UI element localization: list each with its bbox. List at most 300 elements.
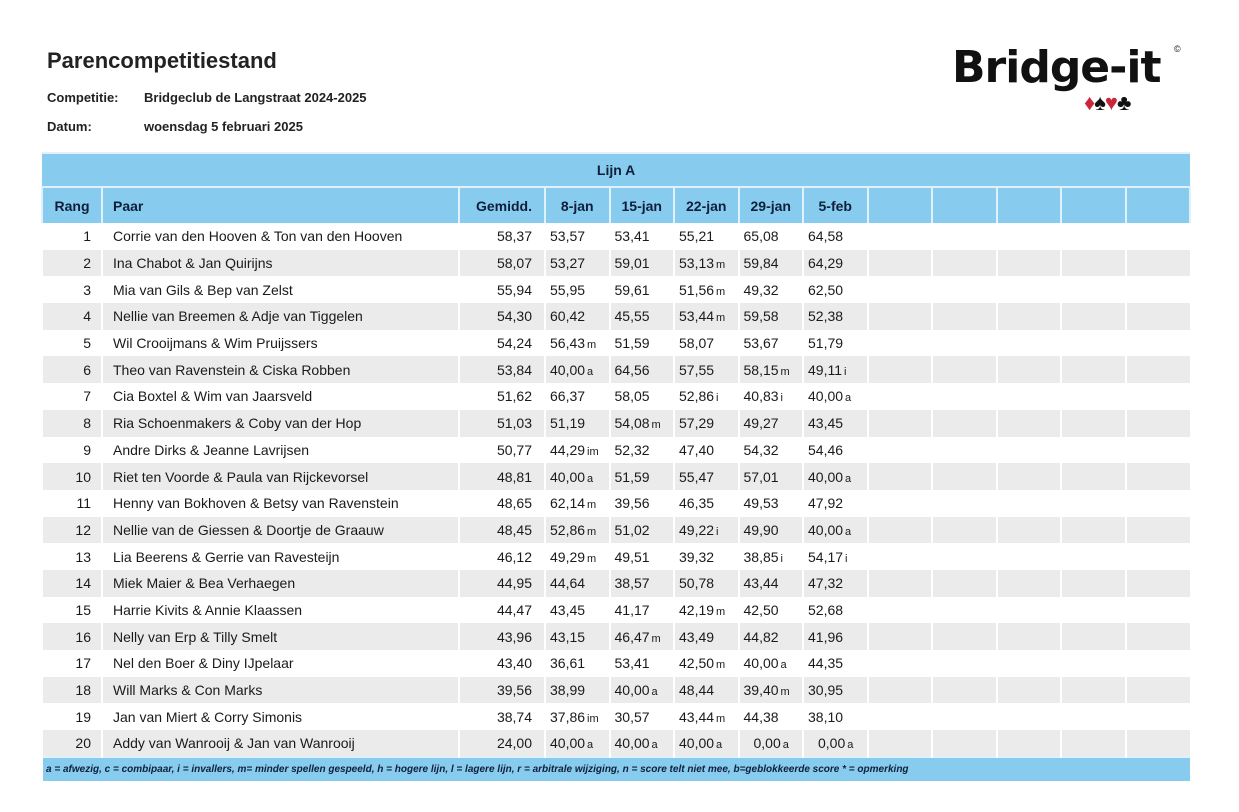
score-flag: m [716, 712, 726, 725]
score-flag: i [844, 365, 847, 378]
score-cell [739, 437, 804, 464]
score-cell [610, 330, 675, 357]
empty-score-cell [1061, 623, 1126, 650]
score-cell [674, 677, 739, 704]
score-value: 57,55 [679, 361, 715, 378]
empty-score-cell [932, 303, 997, 330]
score-cell [803, 570, 868, 597]
score-flag: a [780, 659, 787, 672]
score-value: 0,00 [753, 734, 781, 751]
score-value: 64,29 [808, 255, 844, 272]
score-cell [545, 517, 610, 544]
table-row [42, 623, 1190, 650]
score-cell [739, 463, 804, 490]
score-flag: a [587, 738, 594, 751]
score-value: 38,57 [614, 575, 650, 592]
date-value: woensdag 5 februari 2025 [144, 119, 303, 134]
score-flag: a [845, 392, 852, 405]
average-cell: 43,40 [459, 650, 545, 677]
score-value: 39,32 [679, 548, 715, 565]
pair-name-cell: Jan van Miert & Corry Simonis [102, 703, 459, 730]
score-value: 49,29 [550, 548, 586, 565]
pair-name-cell: Miek Maier & Bea Verhaegen [102, 570, 459, 597]
score-value: 53,44 [679, 308, 715, 325]
score-cell [739, 543, 804, 570]
bridge-it-logo [952, 42, 1192, 122]
score-cell [803, 276, 868, 303]
score-value: 40,00 [550, 468, 586, 485]
score-cell [545, 650, 610, 677]
empty-score-cell [932, 356, 997, 383]
rank-cell: 3 [42, 276, 102, 303]
empty-score-cell [868, 730, 933, 757]
score-cell [739, 410, 804, 437]
score-cell [803, 223, 868, 250]
score-cell [739, 250, 804, 277]
empty-score-cell [997, 410, 1062, 437]
score-cell [610, 703, 675, 730]
score-cell [803, 356, 868, 383]
score-cell [739, 276, 804, 303]
empty-score-cell [997, 223, 1062, 250]
score-value: 58,05 [614, 388, 650, 405]
score-cell [803, 303, 868, 330]
score-value: 52,86 [679, 388, 715, 405]
empty-score-cell [932, 650, 997, 677]
score-value: 38,99 [550, 682, 586, 699]
score-value: 43,45 [550, 601, 586, 618]
score-cell [545, 410, 610, 437]
empty-score-cell [1061, 250, 1126, 277]
score-value: 41,17 [614, 601, 650, 618]
legend-row [42, 757, 1190, 781]
score-value: 53,41 [614, 228, 650, 245]
score-flag: i [845, 552, 848, 565]
empty-score-cell [997, 703, 1062, 730]
score-value: 49,51 [614, 548, 650, 565]
score-cell [739, 730, 804, 757]
score-cell [739, 570, 804, 597]
pair-name-cell: Addy van Wanrooij & Jan van Wanrooij [102, 730, 459, 757]
score-cell [674, 356, 739, 383]
score-flag: a [651, 686, 658, 699]
empty-score-cell [932, 677, 997, 704]
score-flag: m [780, 686, 790, 699]
score-cell [610, 383, 675, 410]
score-cell [545, 490, 610, 517]
score-value: 49,27 [743, 415, 779, 432]
average-cell: 55,94 [459, 276, 545, 303]
score-value: 57,29 [679, 415, 715, 432]
table-row [42, 410, 1190, 437]
empty-score-cell [997, 463, 1062, 490]
rank-cell: 9 [42, 437, 102, 464]
score-cell [803, 677, 868, 704]
empty-score-cell [1061, 650, 1126, 677]
pair-name-cell: Cia Boxtel & Wim van Jaarsveld [102, 383, 459, 410]
score-value: 58,15 [743, 361, 779, 378]
score-flag: a [587, 365, 594, 378]
score-cell [545, 250, 610, 277]
rank-cell: 4 [42, 303, 102, 330]
score-value: 51,19 [550, 415, 586, 432]
score-cell [803, 410, 868, 437]
table-row [42, 490, 1190, 517]
score-cell [803, 383, 868, 410]
score-cell [674, 623, 739, 650]
score-value: 0,00 [818, 734, 846, 751]
empty-score-cell [1061, 383, 1126, 410]
empty-score-cell [868, 570, 933, 597]
score-cell [803, 330, 868, 357]
pair-name-cell: Nellie van de Giessen & Doortje de Graauw [102, 517, 459, 544]
page-title: Parencompetitiestand [47, 48, 277, 73]
score-cell [545, 223, 610, 250]
empty-score-cell [932, 383, 997, 410]
pair-name-cell: Riet ten Voorde & Paula van Rijckevorsel [102, 463, 459, 490]
score-value: 40,00 [550, 361, 586, 378]
empty-score-cell [1126, 223, 1191, 250]
header-date-empty [868, 187, 933, 223]
score-cell [545, 276, 610, 303]
score-cell [674, 703, 739, 730]
score-value: 52,38 [808, 308, 844, 325]
pair-name-cell: Will Marks & Con Marks [102, 677, 459, 704]
score-value: 44,35 [808, 655, 844, 672]
diamond-icon: ♦ [1084, 90, 1095, 115]
score-flag: a [782, 738, 789, 751]
pair-name-cell: Nel den Boer & Diny IJpelaar [102, 650, 459, 677]
rank-cell: 13 [42, 543, 102, 570]
empty-score-cell [868, 330, 933, 357]
group-title: Lijn A [42, 153, 1190, 187]
pair-name-cell: Harrie Kivits & Annie Klaassen [102, 597, 459, 624]
empty-score-cell [1126, 410, 1191, 437]
date-row [47, 119, 303, 134]
rank-cell: 17 [42, 650, 102, 677]
score-cell [610, 543, 675, 570]
rank-cell: 2 [42, 250, 102, 277]
table-row [42, 437, 1190, 464]
empty-score-cell [997, 597, 1062, 624]
empty-score-cell [1061, 543, 1126, 570]
score-cell [739, 303, 804, 330]
score-value: 62,14 [550, 495, 586, 512]
score-cell [610, 623, 675, 650]
pair-name-cell: Henny van Bokhoven & Betsy van Ravenstein [102, 490, 459, 517]
average-cell: 48,81 [459, 463, 545, 490]
table-row [42, 223, 1190, 250]
score-flag: m [716, 312, 726, 325]
score-cell [803, 517, 868, 544]
empty-score-cell [997, 250, 1062, 277]
rank-cell: 20 [42, 730, 102, 757]
score-value: 44,82 [743, 628, 779, 645]
score-value: 40,00 [808, 521, 844, 538]
score-value: 43,45 [808, 415, 844, 432]
card-suits [1084, 90, 1130, 116]
empty-score-cell [1126, 437, 1191, 464]
score-value: 57,01 [743, 468, 779, 485]
rank-cell: 15 [42, 597, 102, 624]
empty-score-cell [997, 543, 1062, 570]
empty-score-cell [932, 570, 997, 597]
rank-cell: 7 [42, 383, 102, 410]
score-cell [610, 490, 675, 517]
table-row [42, 730, 1190, 757]
score-cell [545, 356, 610, 383]
score-value: 64,56 [614, 361, 650, 378]
score-value: 40,00 [614, 682, 650, 699]
score-cell [674, 410, 739, 437]
score-value: 53,27 [550, 255, 586, 272]
score-cell [610, 410, 675, 437]
score-cell [674, 303, 739, 330]
column-header-row [42, 187, 1190, 223]
score-cell [674, 730, 739, 757]
score-flag: m [716, 285, 726, 298]
empty-score-cell [1126, 570, 1191, 597]
score-cell [674, 330, 739, 357]
empty-score-cell [868, 223, 933, 250]
score-value: 40,00 [679, 734, 715, 751]
empty-score-cell [997, 330, 1062, 357]
score-value: 54,46 [808, 441, 844, 458]
table-row [42, 543, 1190, 570]
score-value: 51,02 [614, 521, 650, 538]
score-value: 40,83 [743, 388, 779, 405]
empty-score-cell [1126, 490, 1191, 517]
score-cell [545, 463, 610, 490]
score-value: 47,40 [679, 441, 715, 458]
table-row [42, 570, 1190, 597]
score-value: 43,15 [550, 628, 586, 645]
score-cell [545, 677, 610, 704]
empty-score-cell [997, 490, 1062, 517]
score-value: 54,17 [808, 548, 844, 565]
empty-score-cell [932, 276, 997, 303]
empty-score-cell [1061, 437, 1126, 464]
score-value: 51,56 [679, 281, 715, 298]
empty-score-cell [932, 250, 997, 277]
empty-score-cell [1126, 597, 1191, 624]
score-flag: im [587, 712, 599, 725]
score-flag: m [651, 419, 661, 432]
score-cell [674, 570, 739, 597]
score-cell [674, 517, 739, 544]
empty-score-cell [997, 437, 1062, 464]
score-value: 40,00 [808, 468, 844, 485]
average-cell: 51,03 [459, 410, 545, 437]
empty-score-cell [997, 356, 1062, 383]
score-cell [674, 276, 739, 303]
score-cell [803, 543, 868, 570]
empty-score-cell [1126, 250, 1191, 277]
average-cell: 48,45 [459, 517, 545, 544]
score-value: 50,78 [679, 575, 715, 592]
score-value: 49,53 [743, 495, 779, 512]
score-value: 46,35 [679, 495, 715, 512]
score-cell [739, 223, 804, 250]
score-cell [674, 543, 739, 570]
empty-score-cell [932, 223, 997, 250]
score-value: 55,95 [550, 281, 586, 298]
table-row [42, 677, 1190, 704]
score-cell [545, 383, 610, 410]
empty-score-cell [868, 410, 933, 437]
score-value: 44,64 [550, 575, 586, 592]
spade-icon: ♠ [1094, 90, 1105, 115]
score-cell [610, 677, 675, 704]
header-rang: Rang [42, 187, 102, 223]
competition-value: Bridgeclub de Langstraat 2024-2025 [144, 90, 367, 105]
score-flag: a [845, 525, 852, 538]
score-cell [610, 437, 675, 464]
empty-score-cell [868, 276, 933, 303]
score-cell [739, 356, 804, 383]
score-value: 47,32 [808, 575, 844, 592]
heart-icon: ♥ [1104, 90, 1117, 115]
score-value: 66,37 [550, 388, 586, 405]
score-cell [674, 463, 739, 490]
average-cell: 46,12 [459, 543, 545, 570]
empty-score-cell [932, 517, 997, 544]
score-cell [739, 330, 804, 357]
rank-cell: 16 [42, 623, 102, 650]
score-cell [803, 730, 868, 757]
score-value: 59,58 [743, 308, 779, 325]
average-cell: 58,37 [459, 223, 545, 250]
score-cell [545, 437, 610, 464]
header-date: 15-jan [610, 187, 675, 223]
table-row [42, 463, 1190, 490]
empty-score-cell [932, 623, 997, 650]
score-value: 54,32 [743, 441, 779, 458]
empty-score-cell [868, 356, 933, 383]
pair-name-cell: Nellie van Breemen & Adje van Tiggelen [102, 303, 459, 330]
average-cell: 50,77 [459, 437, 545, 464]
club-icon: ♣ [1116, 90, 1131, 115]
rank-cell: 10 [42, 463, 102, 490]
score-value: 59,61 [614, 281, 650, 298]
score-cell [545, 330, 610, 357]
score-flag: m [651, 632, 661, 645]
score-value: 54,08 [614, 415, 650, 432]
header-date: 29-jan [739, 187, 804, 223]
score-flag: a [845, 472, 852, 485]
empty-score-cell [1061, 490, 1126, 517]
table-row [42, 597, 1190, 624]
score-flag: i [716, 392, 719, 405]
score-value: 44,38 [743, 708, 779, 725]
score-value: 30,95 [808, 682, 844, 699]
rank-cell: 6 [42, 356, 102, 383]
score-value: 48,44 [679, 682, 715, 699]
score-value: 52,86 [550, 521, 586, 538]
score-cell [739, 703, 804, 730]
average-cell: 54,30 [459, 303, 545, 330]
score-cell [739, 383, 804, 410]
score-value: 41,96 [808, 628, 844, 645]
average-cell: 43,96 [459, 623, 545, 650]
empty-score-cell [1061, 276, 1126, 303]
score-cell [610, 597, 675, 624]
empty-score-cell [868, 623, 933, 650]
score-cell [803, 437, 868, 464]
rank-cell: 1 [42, 223, 102, 250]
score-value: 49,32 [743, 281, 779, 298]
score-value: 39,56 [614, 495, 650, 512]
score-cell [739, 517, 804, 544]
score-cell [545, 570, 610, 597]
empty-score-cell [997, 677, 1062, 704]
empty-score-cell [1126, 650, 1191, 677]
empty-score-cell [932, 437, 997, 464]
score-flag: i [780, 392, 783, 405]
empty-score-cell [868, 437, 933, 464]
score-value: 38,10 [808, 708, 844, 725]
empty-score-cell [997, 730, 1062, 757]
score-value: 47,92 [808, 495, 844, 512]
score-value: 58,07 [679, 335, 715, 352]
score-value: 43,44 [743, 575, 779, 592]
score-cell [739, 623, 804, 650]
score-value: 65,08 [743, 228, 779, 245]
average-cell: 39,56 [459, 677, 545, 704]
score-cell [545, 703, 610, 730]
score-cell [545, 543, 610, 570]
score-cell [674, 383, 739, 410]
score-value: 36,61 [550, 655, 586, 672]
score-flag: m [587, 552, 597, 565]
score-value: 42,19 [679, 601, 715, 618]
score-cell [610, 303, 675, 330]
empty-score-cell [1126, 463, 1191, 490]
rank-cell: 14 [42, 570, 102, 597]
empty-score-cell [932, 490, 997, 517]
date-label: Datum: [47, 119, 92, 134]
score-value: 40,00 [550, 734, 586, 751]
score-value: 43,44 [679, 708, 715, 725]
empty-score-cell [868, 303, 933, 330]
header-paar: Paar [102, 187, 459, 223]
header-date-empty [997, 187, 1062, 223]
score-cell [674, 437, 739, 464]
score-value: 59,01 [614, 255, 650, 272]
empty-score-cell [1126, 383, 1191, 410]
table-row [42, 383, 1190, 410]
average-cell: 38,74 [459, 703, 545, 730]
score-value: 43,49 [679, 628, 715, 645]
pair-name-cell: Ria Schoenmakers & Coby van der Hop [102, 410, 459, 437]
average-cell: 44,95 [459, 570, 545, 597]
score-value: 40,00 [743, 655, 779, 672]
score-value: 46,47 [614, 628, 650, 645]
table-row [42, 330, 1190, 357]
score-value: 40,00 [808, 388, 844, 405]
score-cell [545, 303, 610, 330]
empty-score-cell [932, 597, 997, 624]
copyright-icon: © [1174, 44, 1181, 54]
rank-cell: 11 [42, 490, 102, 517]
score-flag: i [780, 552, 783, 565]
score-cell [739, 650, 804, 677]
average-cell: 58,07 [459, 250, 545, 277]
competition-label: Competitie: [47, 90, 119, 105]
empty-score-cell [868, 517, 933, 544]
score-cell [610, 650, 675, 677]
score-value: 40,00 [614, 734, 650, 751]
